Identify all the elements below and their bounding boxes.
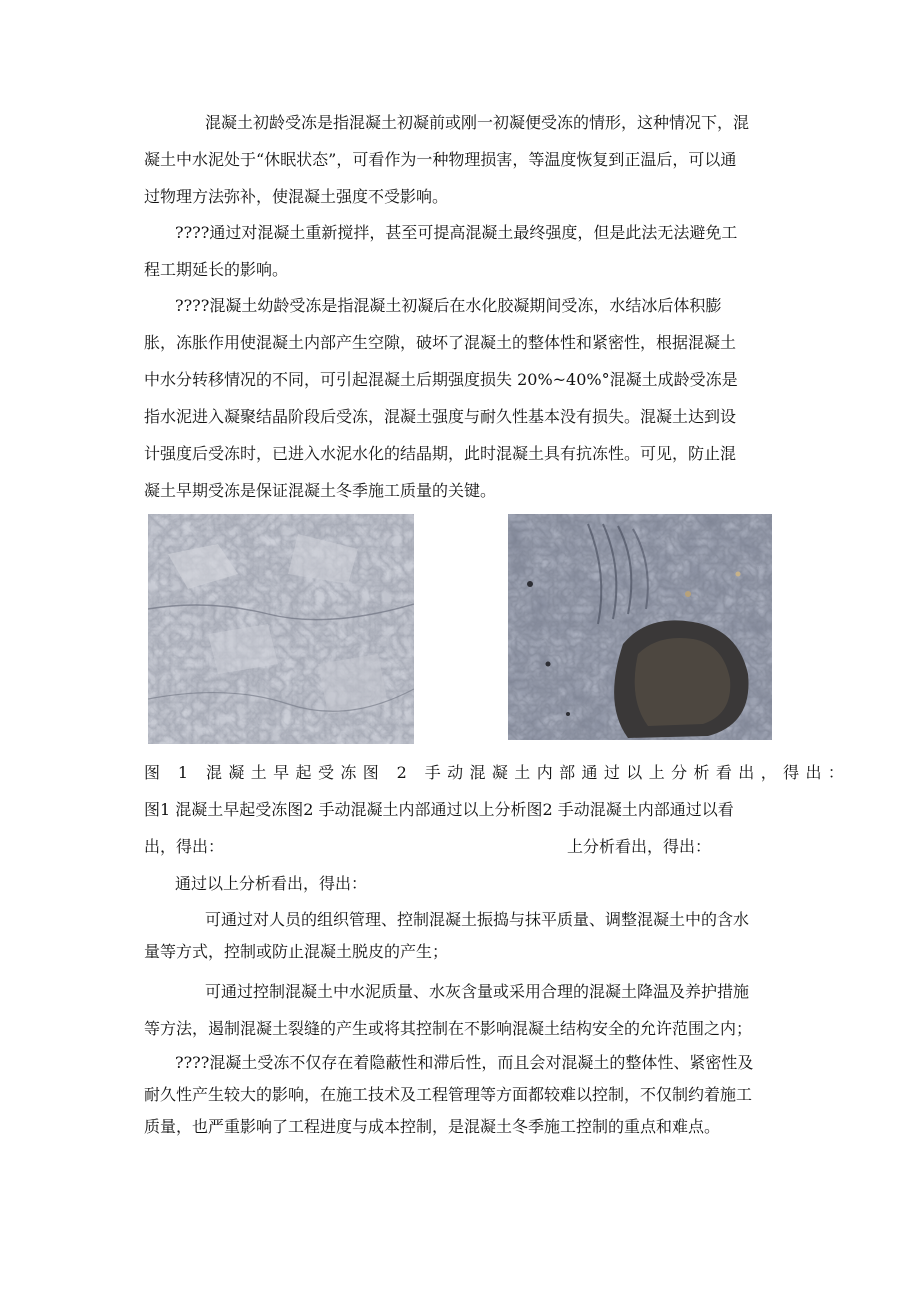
para-3-line-5: 计强度后受冻时，已进入水泥水化的结晶期，此时混凝土具有抗冻性。可见，防止混 bbox=[144, 444, 737, 463]
caption-right-text: 上分析看出，得出： bbox=[567, 837, 712, 856]
para-3-line-3: 中水分转移情况的不同，可引起混凝土后期强度损失 20%~40%°混凝土成龄受冻是 bbox=[144, 370, 738, 389]
para-3-line-1: ????混凝土幼龄受冻是指混凝土初凝后在水化胶凝期间受冻，水结冰后体积膨 bbox=[175, 296, 722, 315]
para-3-line-6: 凝土早期受冻是保证混凝土冬季施工质量的关键。 bbox=[144, 481, 497, 500]
para-7-line-2: 耐久性产生较大的影响，在施工技术及工程管理等方面都较难以控制，不仅制约着施工 bbox=[144, 1085, 753, 1104]
caption-line-1: 图 1 混凝土早起受冻图 2 手动混凝土内部通过以上分析看出，得出： bbox=[144, 763, 851, 782]
caption-line-3: 出，得出： bbox=[144, 837, 225, 856]
para-4: 通过以上分析看出，得出： bbox=[175, 874, 368, 893]
para-1-line-2: 凝土中水泥处于“休眠状态”，可看作为一种物理损害，等温度恢复到正温后，可以通 bbox=[144, 150, 737, 169]
figure-1-concrete-photo bbox=[148, 514, 414, 744]
para-6-line-2: 等方法，遏制混凝土裂缝的产生或将其控制在不影响混凝土结构安全的允许范围之内； bbox=[144, 1019, 753, 1038]
para-2-line-1: ????通过对混凝土重新搅拌，甚至可提高混凝土最终强度，但是此法无法避免工 bbox=[175, 223, 738, 242]
caption-line-2: 图1 混凝土早起受冻图2 手动混凝土内部通过以上分析图2 手动混凝土内部通过以看 bbox=[144, 800, 734, 819]
figure-2-concrete-photo bbox=[508, 514, 772, 740]
para-6-line-1: 可通过控制混凝土中水泥质量、水灰含量或采用合理的混凝土降温及养护措施 bbox=[205, 982, 750, 1001]
para-7-line-3: 质量，也严重影响了工程进度与成本控制，是混凝土冬季施工控制的重点和难点。 bbox=[144, 1117, 721, 1136]
para-3-line-2: 胀，冻胀作用使混凝土内部产生空隙，破坏了混凝土的整体性和紧密性，根据混凝土 bbox=[144, 333, 737, 352]
para-3-line-4: 指水泥进入凝聚结晶阶段后受冻，混凝土强度与耐久性基本没有损失。混凝土达到设 bbox=[144, 407, 737, 426]
para-2-line-2: 程工期延长的影响。 bbox=[144, 260, 289, 279]
para-5-line-2: 量等方式，控制或防止混凝土脱皮的产生； bbox=[144, 942, 449, 961]
para-1-line-3: 过物理方法弥补，使混凝土强度不受影响。 bbox=[144, 187, 449, 206]
para-7-line-1: ????混凝土受冻不仅存在着隐蔽性和滞后性，而且会对混凝土的整体性、紧密性及 bbox=[175, 1053, 754, 1072]
para-1-line-1: 混凝土初龄受冻是指混凝土初凝前或刚一初凝便受冻的情形，这种情况下，混 bbox=[205, 113, 750, 132]
para-5-line-1: 可通过对人员的组织管理、控制混凝土振捣与抹平质量、调整混凝土中的含水 bbox=[205, 910, 750, 929]
